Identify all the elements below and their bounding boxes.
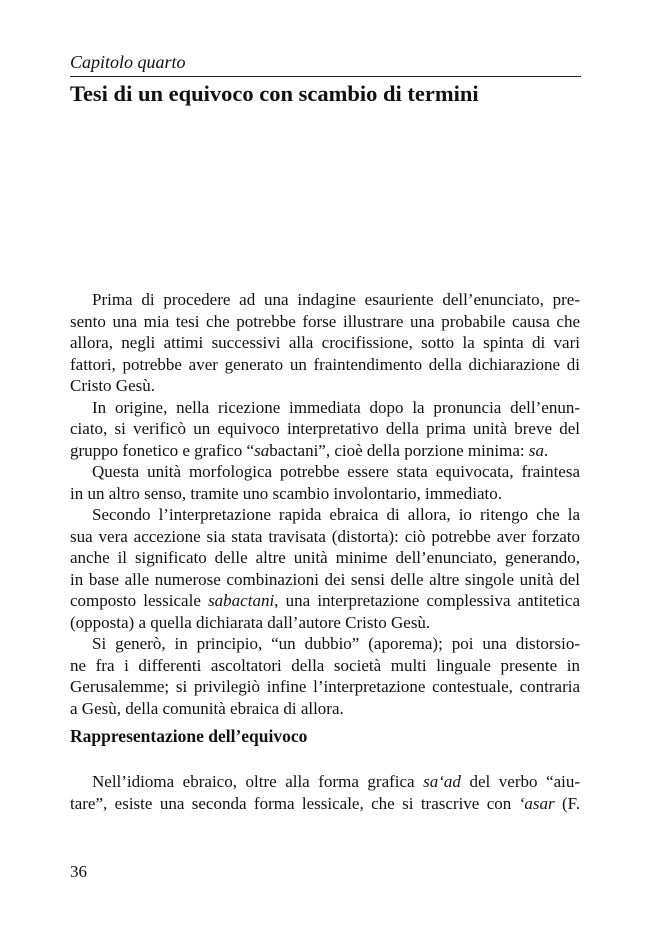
- text-run: In origine, nella ricezione immediata dopo la pronuncia dell’enun-: [92, 397, 580, 417]
- text-line: [70, 570, 580, 590]
- text-run: Nell’idioma ebraico, oltre alla forma grafica: [92, 772, 424, 791]
- text-run: del verbo “aiu-: [460, 772, 580, 791]
- chapter-label: Capitolo quarto: [70, 52, 186, 72]
- text-run: anche il significato delle altre unità minime dell’enunciato, generando,: [70, 548, 580, 567]
- text-line: [92, 505, 580, 525]
- text-run: gruppo fonetico e grafico “: [70, 440, 255, 460]
- italic-term: ‘asar: [518, 794, 555, 813]
- text-run: .: [543, 440, 549, 460]
- text-run: sento una mia tesi che potrebbe forse illustrare una probabile causa che: [70, 311, 580, 331]
- text-line: [70, 355, 580, 375]
- text-line: [70, 484, 580, 504]
- header-rule: [70, 76, 581, 77]
- text-run: Prima di procedere ad una indagine esauriente dell’enunciato, pre-: [92, 290, 580, 309]
- text-line: [70, 699, 580, 719]
- text-line: [92, 398, 580, 418]
- text-run: (F.: [554, 794, 580, 813]
- text-run: bactani”, cioè della porzione minima:: [269, 440, 529, 460]
- text-line: [70, 794, 580, 814]
- section-heading: Rappresentazione dell’equivoco: [70, 726, 308, 746]
- italic-term: sa: [254, 440, 270, 460]
- text-run: Questa unità morfologica potrebbe essere stata equivocata, fraintesa: [92, 462, 580, 481]
- chapter-title: Tesi di un equivoco con scambio di termini: [70, 81, 479, 106]
- text-line: [70, 333, 580, 353]
- text-run: ne fra i differenti ascoltatori della società multi linguale presente in: [70, 655, 580, 675]
- text-line: [70, 419, 580, 439]
- text-run: tare”, esiste una seconda forma lessicale, che si trascrive con: [70, 794, 519, 813]
- text-run: ciato, si verificò un equivoco interpretativo della prima unità breve del: [70, 419, 580, 438]
- text-line: [70, 591, 580, 611]
- text-line: [70, 312, 580, 332]
- text-run: Si generò, in principio, “un dubbio” (aporema); poi una distorsio-: [92, 634, 580, 653]
- text-line: [92, 634, 580, 654]
- text-line: [70, 376, 580, 396]
- text-run: in base alle numerose combinazioni dei sensi delle altre singole unità del: [70, 569, 580, 589]
- text-run: (opposta) a quella dichiarata dall’autore Cristo Gesù.: [70, 612, 431, 632]
- italic-term: sa: [528, 440, 544, 460]
- text-run: composto lessicale: [70, 591, 209, 610]
- text-line: [70, 677, 580, 697]
- text-line: [70, 613, 580, 633]
- text-run: fattori, potrebbe aver generato un fraintendimento della dichiarazione di: [70, 354, 580, 374]
- text-line: [92, 462, 580, 482]
- text-run: allora, negli attimi successivi alla crocifissione, sotto la spinta di vari: [70, 333, 580, 352]
- text-run: Gerusalemme; si privilegiò infine l’interpretazione contestuale, contraria: [70, 677, 580, 696]
- text-run: in un altro senso, tramite uno scambio involontario, immediato.: [70, 483, 503, 503]
- italic-term: sa‘ad: [423, 772, 461, 791]
- text-run: sua vera accezione sia stata travisata (distorta): ciò potrebbe aver forzato: [70, 526, 580, 546]
- text-run: Cristo Gesù.: [70, 376, 155, 395]
- text-line: [70, 548, 580, 568]
- text-run: a Gesù, della comunità ebraica di allora.: [70, 698, 344, 718]
- text-run: , una interpretazione complessiva antitetica: [274, 591, 580, 610]
- text-line: [70, 527, 580, 547]
- italic-term: sabactani: [208, 591, 275, 610]
- page-number: 36: [70, 862, 87, 881]
- text-line: [70, 656, 580, 676]
- text-line: [92, 290, 580, 310]
- text-run: Secondo l’interpretazione rapida ebraica di allora, io ritengo che la: [92, 505, 580, 524]
- text-line: [70, 441, 580, 461]
- text-line: [92, 772, 580, 792]
